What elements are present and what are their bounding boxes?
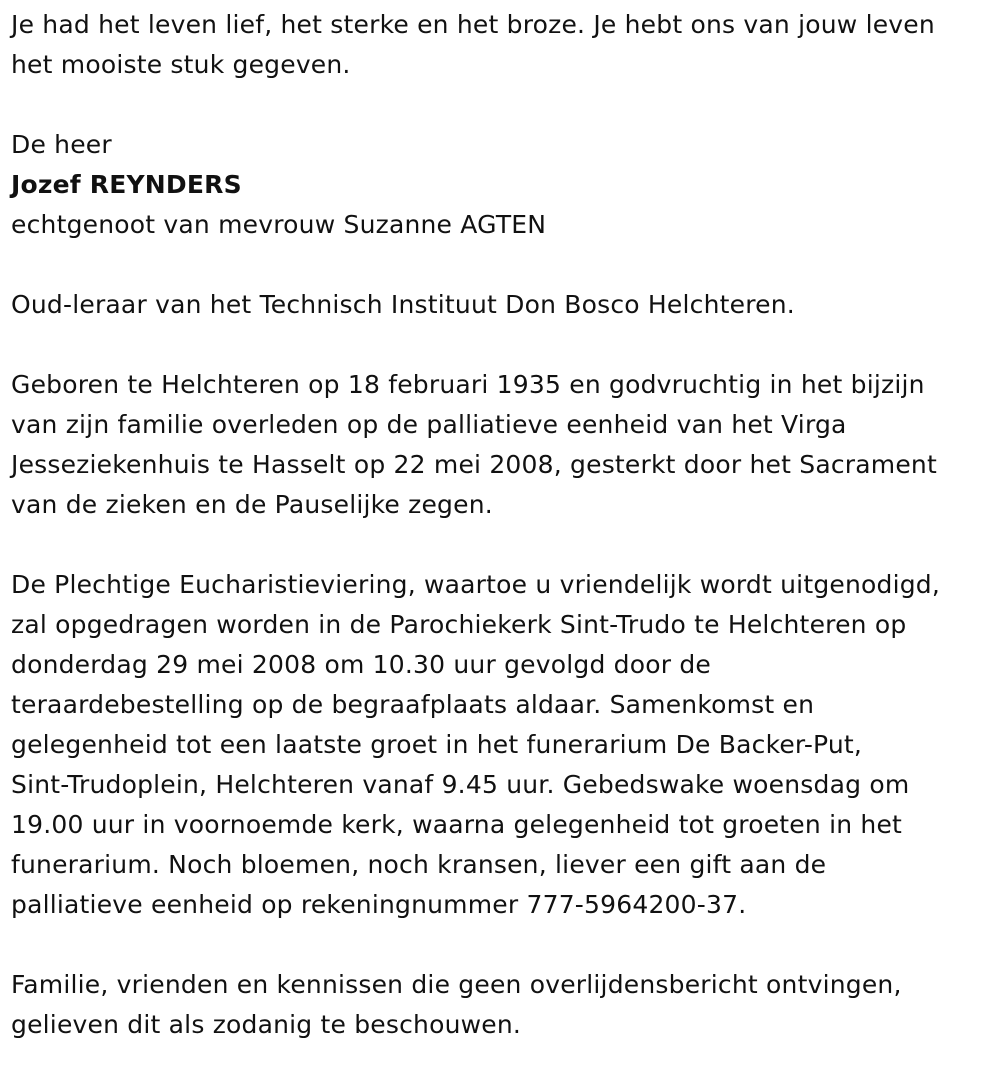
spacer (11, 525, 1000, 565)
ceremony-line: teraardebestelling op de begraafplaats aldaar. Samenkomst en (11, 690, 815, 719)
closing-line: gelieven dit als zodanig te beschouwen. (11, 1010, 522, 1039)
birth-death-line: van de zieken en de Pauselijke zegen. (11, 490, 493, 519)
birth-death-paragraph (11, 365, 996, 525)
birth-death-line: van zijn familie overleden op de palliatieve eenheid van het Virga (11, 410, 847, 439)
closing-paragraph (11, 965, 996, 1045)
profession-line: Oud-leraar van het Technisch Instituut Don Bosco Helchteren. (11, 290, 795, 319)
birth-death-line: Geboren te Helchteren op 18 februari 1935 en godvruchtig in het bijzijn (11, 370, 925, 399)
spacer (11, 245, 1000, 285)
ceremony-line: donderdag 29 mei 2008 om 10.30 uur gevolgd door de (11, 650, 711, 679)
spacer (11, 925, 1000, 965)
deceased-name (11, 165, 996, 205)
birth-death-line: Jesseziekenhuis te Hasselt op 22 mei 2008, gesterkt door het Sacrament (11, 450, 937, 479)
spacer (11, 325, 1000, 365)
ceremony-line: palliatieve eenheid op rekeningnummer 777-5964200-37. (11, 890, 747, 919)
ceremony-line: De Plechtige Eucharistieviering, waartoe u vriendelijk wordt uitgenodigd, (11, 570, 941, 599)
ceremony-line: Sint-Trudoplein, Helchteren vanaf 9.45 uur. Gebedswake woensdag om (11, 770, 910, 799)
ceremony-paragraph (11, 565, 996, 925)
motto-paragraph (11, 5, 996, 85)
motto-line: het mooiste stuk gegeven. (11, 50, 351, 79)
motto-line: Je had het leven lief, het sterke en het broze. Je hebt ons van jouw leven (11, 10, 935, 39)
salutation: De heer (11, 130, 112, 159)
closing-line: Familie, vrienden en kennissen die geen overlijdensbericht ontvingen, (11, 970, 902, 999)
deceased-name-text: Jozef REYNDERS (11, 170, 242, 199)
ceremony-line: gelegenheid tot een laatste groet in het funerarium De Backer-Put, (11, 730, 863, 759)
ceremony-line: funerarium. Noch bloemen, noch kransen, liever een gift aan de (11, 850, 827, 879)
spacer (11, 85, 1000, 125)
spouse-line: echtgenoot van mevrouw Suzanne AGTEN (11, 210, 547, 239)
ceremony-line: zal opgedragen worden in de Parochiekerk Sint-Trudo te Helchteren op (11, 610, 907, 639)
ceremony-line: 19.00 uur in voornoemde kerk, waarna gelegenheid tot groeten in het (11, 810, 903, 839)
